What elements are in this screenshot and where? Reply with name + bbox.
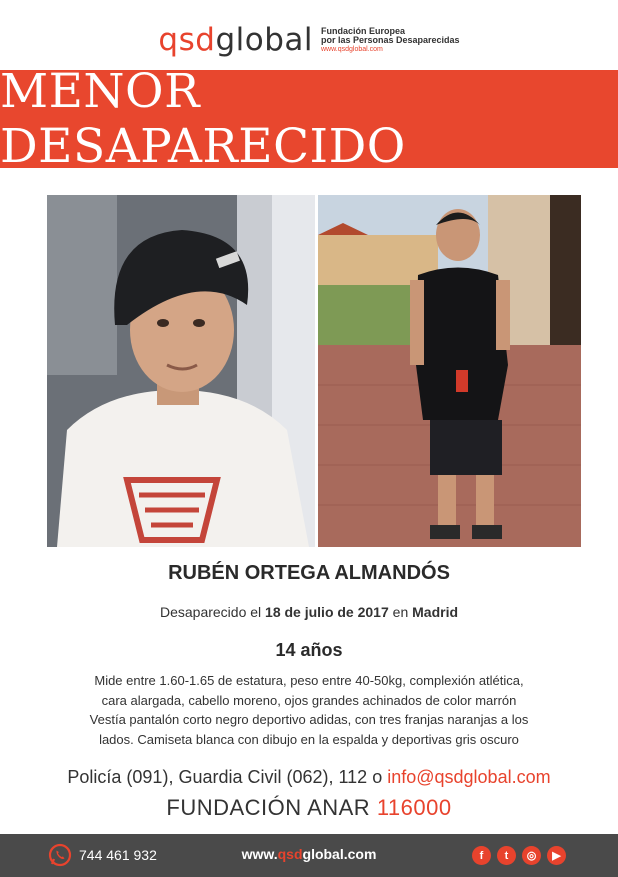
anar-number: 116000 [376, 795, 452, 820]
missing-date: 18 de julio de 2017 [265, 604, 389, 620]
youtube-icon[interactable]: ▶ [547, 846, 566, 865]
logo-accent: qsd [158, 21, 216, 58]
logo-url[interactable]: www.qsdglobal.com [320, 45, 383, 53]
anar-label: FUNDACIÓN ANAR [166, 795, 377, 820]
person-age: 14 años [275, 640, 343, 660]
web-prefix: www. [241, 846, 278, 862]
contact-numbers: Policía (091), Guardia Civil (062), 112 o [67, 767, 388, 787]
description-line: lados. Camiseta blanca con dibujo en la espalda y deportivas gris oscuro [99, 731, 519, 747]
logo-dark: global [215, 21, 313, 58]
footer-phone-number: 744 461 932 [79, 847, 157, 863]
contact-line [0, 767, 618, 788]
date-mid: en [388, 604, 413, 620]
instagram-icon[interactable]: ◎ [522, 846, 541, 865]
web-suffix: global.com [302, 846, 377, 862]
missing-date-line [0, 604, 618, 620]
description-line: cara alargada, cabello moreno, ojos grandes achinados de color marrón [101, 692, 517, 708]
footer-bar [0, 834, 618, 877]
logo-line2: por las Personas Desaparecidas [320, 35, 460, 46]
web-accent: qsd [277, 846, 303, 862]
anar-line [0, 795, 618, 821]
contact-email-link[interactable]: info@qsdglobal.com [387, 767, 551, 787]
description-line: Vestía pantalón corto negro deportivo adidas, con tres franjas naranjas a los [89, 712, 529, 727]
facebook-icon[interactable]: f [472, 846, 491, 865]
twitter-icon[interactable]: t [497, 846, 516, 865]
person-name: RUBÉN ORTEGA ALMANDÓS [168, 562, 450, 584]
missing-place: Madrid [412, 604, 459, 620]
date-prefix: Desaparecido el [159, 604, 266, 620]
title-banner [0, 64, 618, 174]
banner-title: MENOR DESAPARECIDO [0, 64, 406, 174]
social-icons [472, 846, 566, 865]
photo-full-body [318, 195, 581, 547]
logo-line1: Fundación Europea [320, 25, 405, 36]
logo-wordmark [158, 21, 313, 58]
logo-tagline [321, 27, 460, 53]
photo-portrait [47, 195, 315, 547]
header-logo [0, 18, 618, 62]
person-description [30, 671, 588, 749]
description-line: Mide entre 1.60-1.65 de estatura, peso entre 40-50kg, complexión atlética, [94, 673, 524, 688]
